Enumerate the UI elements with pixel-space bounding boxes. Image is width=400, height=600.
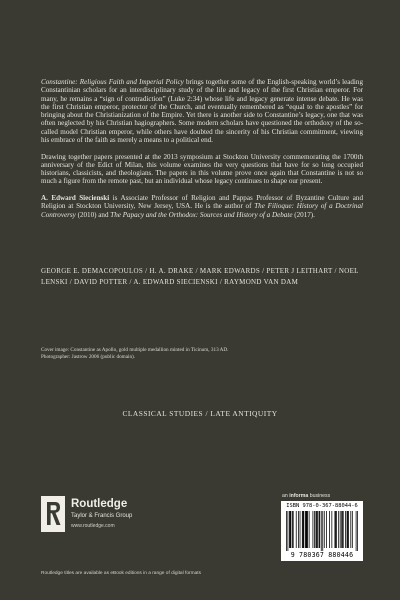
cover-credit-line-1: Cover image: Constantine as Apollo, gold multiple medallion minted in Ticinum, 313 AD.	[41, 347, 229, 353]
barcode-bar	[347, 511, 348, 548]
barcode-bar	[352, 511, 353, 548]
barcode-bar	[313, 511, 314, 548]
barcode-bar	[305, 511, 306, 548]
barcode-bar	[316, 511, 317, 548]
bio-book-2: The Papacy and the Orthodox: Sources and History of a Debate	[110, 210, 293, 219]
ebook-note: Routledge titles are available as eBook editions in a range of digital formats	[41, 571, 201, 576]
blurb-paragraph-2: Drawing together papers presented at the 2013 symposium at Stockton University commemorating the 1700th anniversary of the Edict of Milan, this volume examines the very questions that have for so long occupied historians, classicists, and theologians. The papers in this volume prove once again that Constantine is not so much a figure from the remote past, but an individual whose legacy continues to shape our present.	[41, 152, 363, 186]
barcode-bar	[309, 511, 310, 548]
barcode-bar	[307, 511, 308, 548]
barcode-bar	[356, 511, 357, 551]
publisher-group: Taylor & Francis Group	[71, 513, 133, 519]
barcode-bar	[291, 511, 292, 548]
barcode-bar	[302, 511, 303, 548]
barcode-bar	[324, 511, 325, 548]
barcode-bar	[348, 511, 349, 548]
barcode-bar	[289, 511, 290, 548]
barcode-bar	[357, 511, 358, 551]
barcode-bar	[343, 511, 344, 548]
barcode-bar	[292, 511, 293, 548]
barcode-bar	[341, 511, 342, 548]
barcode-bar	[335, 511, 336, 548]
barcode-bar	[347, 511, 348, 548]
barcode-bar	[303, 511, 304, 548]
cover-image-credit	[41, 347, 371, 361]
barcode-bar	[350, 511, 351, 548]
barcode-bar	[331, 511, 332, 548]
barcode-bar	[329, 511, 330, 548]
barcode-bar	[290, 511, 291, 548]
barcode-bar	[317, 511, 318, 548]
barcode-bar	[314, 511, 315, 548]
barcode-bar	[340, 511, 341, 548]
barcode-bar	[335, 511, 336, 548]
informa-prefix: an	[282, 493, 290, 499]
cover-credit-line-2: Photographer: Jastrow 2006 (public domain).	[41, 354, 136, 360]
routledge-r-icon	[41, 496, 65, 537]
barcode-bar	[293, 511, 294, 548]
publisher-logo	[41, 496, 181, 538]
book-title-inline: Constantine: Religious Faith and Imperial Policy	[41, 78, 184, 86]
bio-text-3: (2017).	[292, 210, 315, 219]
subject-category: CLASSICAL STUDIES / LATE ANTIQUITY	[122, 409, 278, 418]
barcode-bar	[321, 511, 322, 551]
barcode-bar	[342, 511, 343, 548]
informa-business-label	[282, 493, 330, 499]
barcode-bar	[345, 511, 346, 548]
contributors-list: GEORGE E. DEMACOPOULOS / H. A. DRAKE / MARK EDWARDS / PETER J LEITHART / NOEL LENSKI / DAVID POTTER / A. EDWARD SIECIENSKI / RAYMOND VAN DAM	[41, 267, 359, 286]
bio-text-1: is Associate Professor of Religion and Pappas Professor of Byzantine Culture and Religion at Stockton University, New Jersey, USA. He is the author of	[41, 194, 363, 211]
informa-word: informa	[289, 493, 309, 499]
barcode-bar	[296, 511, 297, 548]
barcode-bar	[306, 511, 307, 548]
barcode-digits: 9 780367 880446	[290, 551, 354, 559]
author-bio	[41, 194, 363, 219]
barcode-bars	[286, 511, 358, 551]
barcode-bar	[322, 511, 323, 551]
author-name: A. Edward Siecienski	[41, 194, 110, 202]
barcode-bar	[288, 511, 289, 551]
bio-text-2: (2010) and	[75, 210, 111, 219]
isbn-label: ISBN 978-0-367-88044-6	[286, 503, 358, 509]
barcode-bar	[303, 511, 304, 548]
isbn-barcode	[281, 501, 363, 561]
publisher-name: Routledge	[71, 498, 128, 510]
blurb-text	[41, 78, 363, 227]
barcode-bar	[306, 511, 307, 548]
blurb-paragraph-1	[41, 78, 363, 144]
bio-book-1: The Filioque: History of a Doctrinal Controversy	[41, 202, 363, 219]
blurb-paragraph-1-text: brings together some of the English-speaking world’s leading Constantinian scholars for an interdisciplinary study of the life and legacy of the first Christian emperor. For many, he remains a “sign of contradiction” (Luke 2:34) whose life and legacy generate intense debate. He was the first Christian emperor, protector of the Church, and eventually remembered as “equal to the apostles” for bringing about the Christianization of the Empire. Yet there is another side to Constantine’s legacy, one that was often neglected by his Christian hagiographers. Some modern scholars have questioned the orthodoxy of the so-called model Christian emperor, while others have doubted the sincerity of his Christian commitment, viewing his embrace of the faith as merely a means to a political end.	[41, 78, 363, 144]
informa-suffix: business	[308, 493, 331, 499]
barcode-bar	[316, 511, 317, 548]
barcode-bar	[338, 511, 339, 548]
barcode-bar	[319, 511, 320, 548]
barcode-bar	[298, 511, 299, 548]
barcode-bar	[326, 511, 327, 548]
publisher-url: www.routledge.com	[71, 523, 115, 529]
barcode-bar	[319, 511, 320, 548]
barcode-bar	[286, 511, 287, 551]
barcode-bar	[300, 511, 301, 548]
barcode-bar	[336, 511, 337, 548]
